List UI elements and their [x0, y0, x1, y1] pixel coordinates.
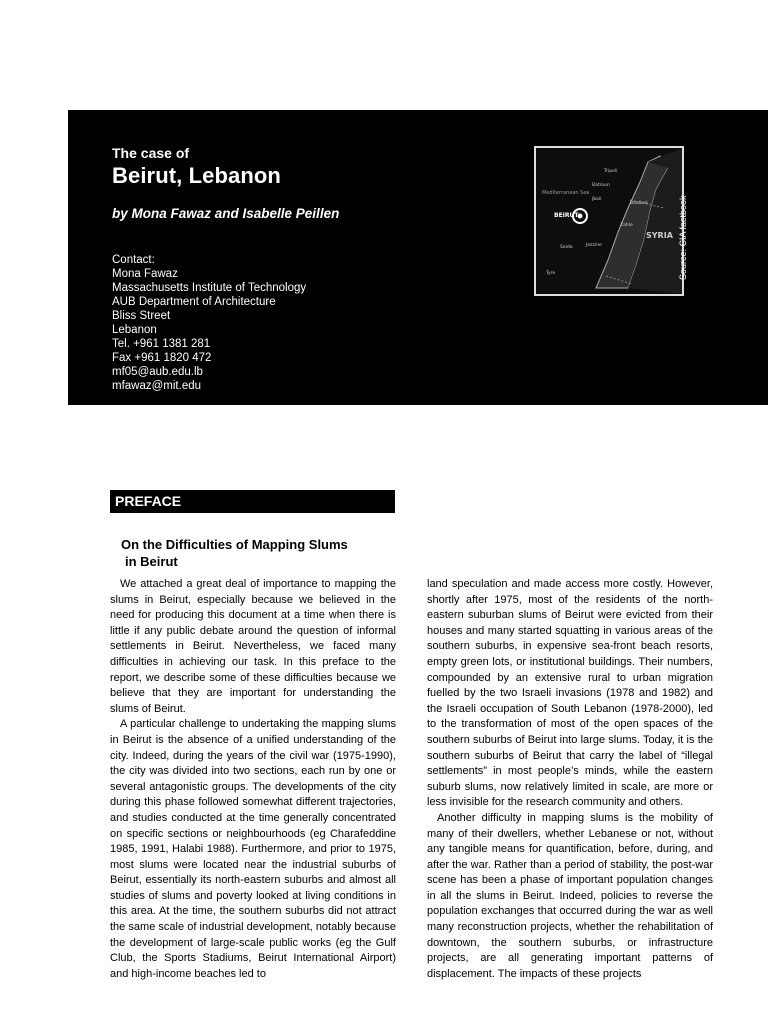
contact-block [112, 253, 306, 393]
contact-line: Contact: [112, 254, 155, 266]
contact-line: Mona Fawaz [112, 268, 178, 280]
map-label-beirut: BEIRUT [554, 212, 579, 219]
authors: by Mona Fawaz and Isabelle Peillen [112, 206, 340, 221]
map-label-zahle: Zahle [620, 223, 633, 228]
kicker: The case of [112, 145, 190, 161]
map-label-jezzine: Jezzine [586, 243, 602, 248]
body-column-right [427, 577, 713, 982]
contact-line: mfawaz@mit.edu [112, 380, 202, 392]
paragraph: Another difficulty in mapping slums is the mobility of many of their dwellers, whether Lebanese or not, without any tangible means for quantification, before, during, and after the war. Rather than a period of stability, the post-war scene has been a phase of important population changes in all the slums in Beirut. Indeed, policies to reverse the population exchanges that occurred during the war as well many reconstruction projects, whether the rehabilitation of downtown, the southern suburbs, or infrastructure projects, are all generating important patterns of displacement. The impacts of these projects [427, 811, 713, 980]
title-banner [68, 110, 768, 405]
map-label-sea: Mediterranean Sea [542, 190, 590, 196]
contact-line: Bliss Street [112, 310, 171, 322]
subheading [121, 536, 396, 570]
map-label-jbail: Jbail [592, 197, 602, 202]
page-title: Beirut, Lebanon [112, 163, 281, 188]
map-label-batroun: Batroun [592, 183, 610, 188]
subheading-line: On the Difficulties of Mapping Slums [121, 537, 348, 552]
map-label-syria: SYRIA [646, 231, 673, 240]
contact-line: mf05@aub.edu.lb [112, 366, 203, 378]
body-column-left [110, 577, 396, 982]
contact-line: Tel. +961 1381 281 [112, 338, 211, 350]
map-label-tripoli: Tripoli [604, 169, 618, 174]
map-label-tyre: Tyre [546, 271, 556, 276]
map-graphic [536, 148, 682, 294]
contact-line: Lebanon [112, 324, 157, 336]
contact-line: Massachusetts Institute of Technology [112, 282, 307, 294]
contact-line: AUB Department of Architecture [112, 296, 276, 308]
paragraph: land speculation and made access more costly. However, shortly after 1975, most of the residents of the north-eastern suburban slums of Beirut were evicted from their houses and many started squatting in various areas of the southern suburbs, in expensive sea-front beach resorts, empty green lots, or institutional buildings. Their numbers, compounded by an extensive rural to urban migration fuelled by the two Israeli invasions (1978 and 1982) and the Israeli occupation of South Lebanon (1978-2000), led to the transformation of most of the open spaces of the southern suburbs of Beirut into large slums. Today, it is the southern suburbs of Beirut that carry the label of “illegal settlements” in most people’s minds, while the eastern suburb slums, now relatively limited in scale, are more or less invisible for the research community and others. [427, 578, 713, 809]
paragraph: A particular challenge to undertaking the mapping slums in Beirut is the absence of a unified understanding of the city. Indeed, during the years of the civil war (1975-1990), the city was divided into two sections, each run by one or several antagonistic groups. The developments of the city during this phase followed somewhat different trajectories, and studies conducted at the time generally concentrated on specific sections or neighbourhoods (eg Charafeddine 1985, 1991, Halabi 1988). Furthermore, and prior to 1975, most slums were located near the industrial suburbs of Beirut, essentially its north-eastern suburbs and almost all studies of slums and poverty looked at living conditions in this area. At the time, the southern suburbs did not attract the same scale of industrial development, notably because the development of large-scale public works (eg the Gulf Club, the Sports Stadiums, Beirut International Airport) and high-income beaches led to [110, 718, 396, 980]
lebanon-map [534, 146, 684, 296]
map-label-baalbek: Baalbek [630, 201, 649, 206]
map-label-saida: Saida [560, 245, 573, 250]
contact-line: Fax +961 1820 472 [112, 352, 212, 364]
paragraph: We attached a great deal of importance to mapping the slums in Beirut, especially because we believed in the need for producing this document at a time when there is little if any public debate around the question of informal settlements in Beirut. Nevertheless, we faced many difficulties in achieving our task. In this preface to the report, we describe some of these difficulties because we believe that they are important for understanding the slums of Beirut. [110, 578, 396, 715]
subheading-line: in Beirut [125, 554, 178, 569]
map-source: Source: CIA factbook [678, 195, 688, 280]
section-heading: PREFACE [110, 490, 395, 513]
